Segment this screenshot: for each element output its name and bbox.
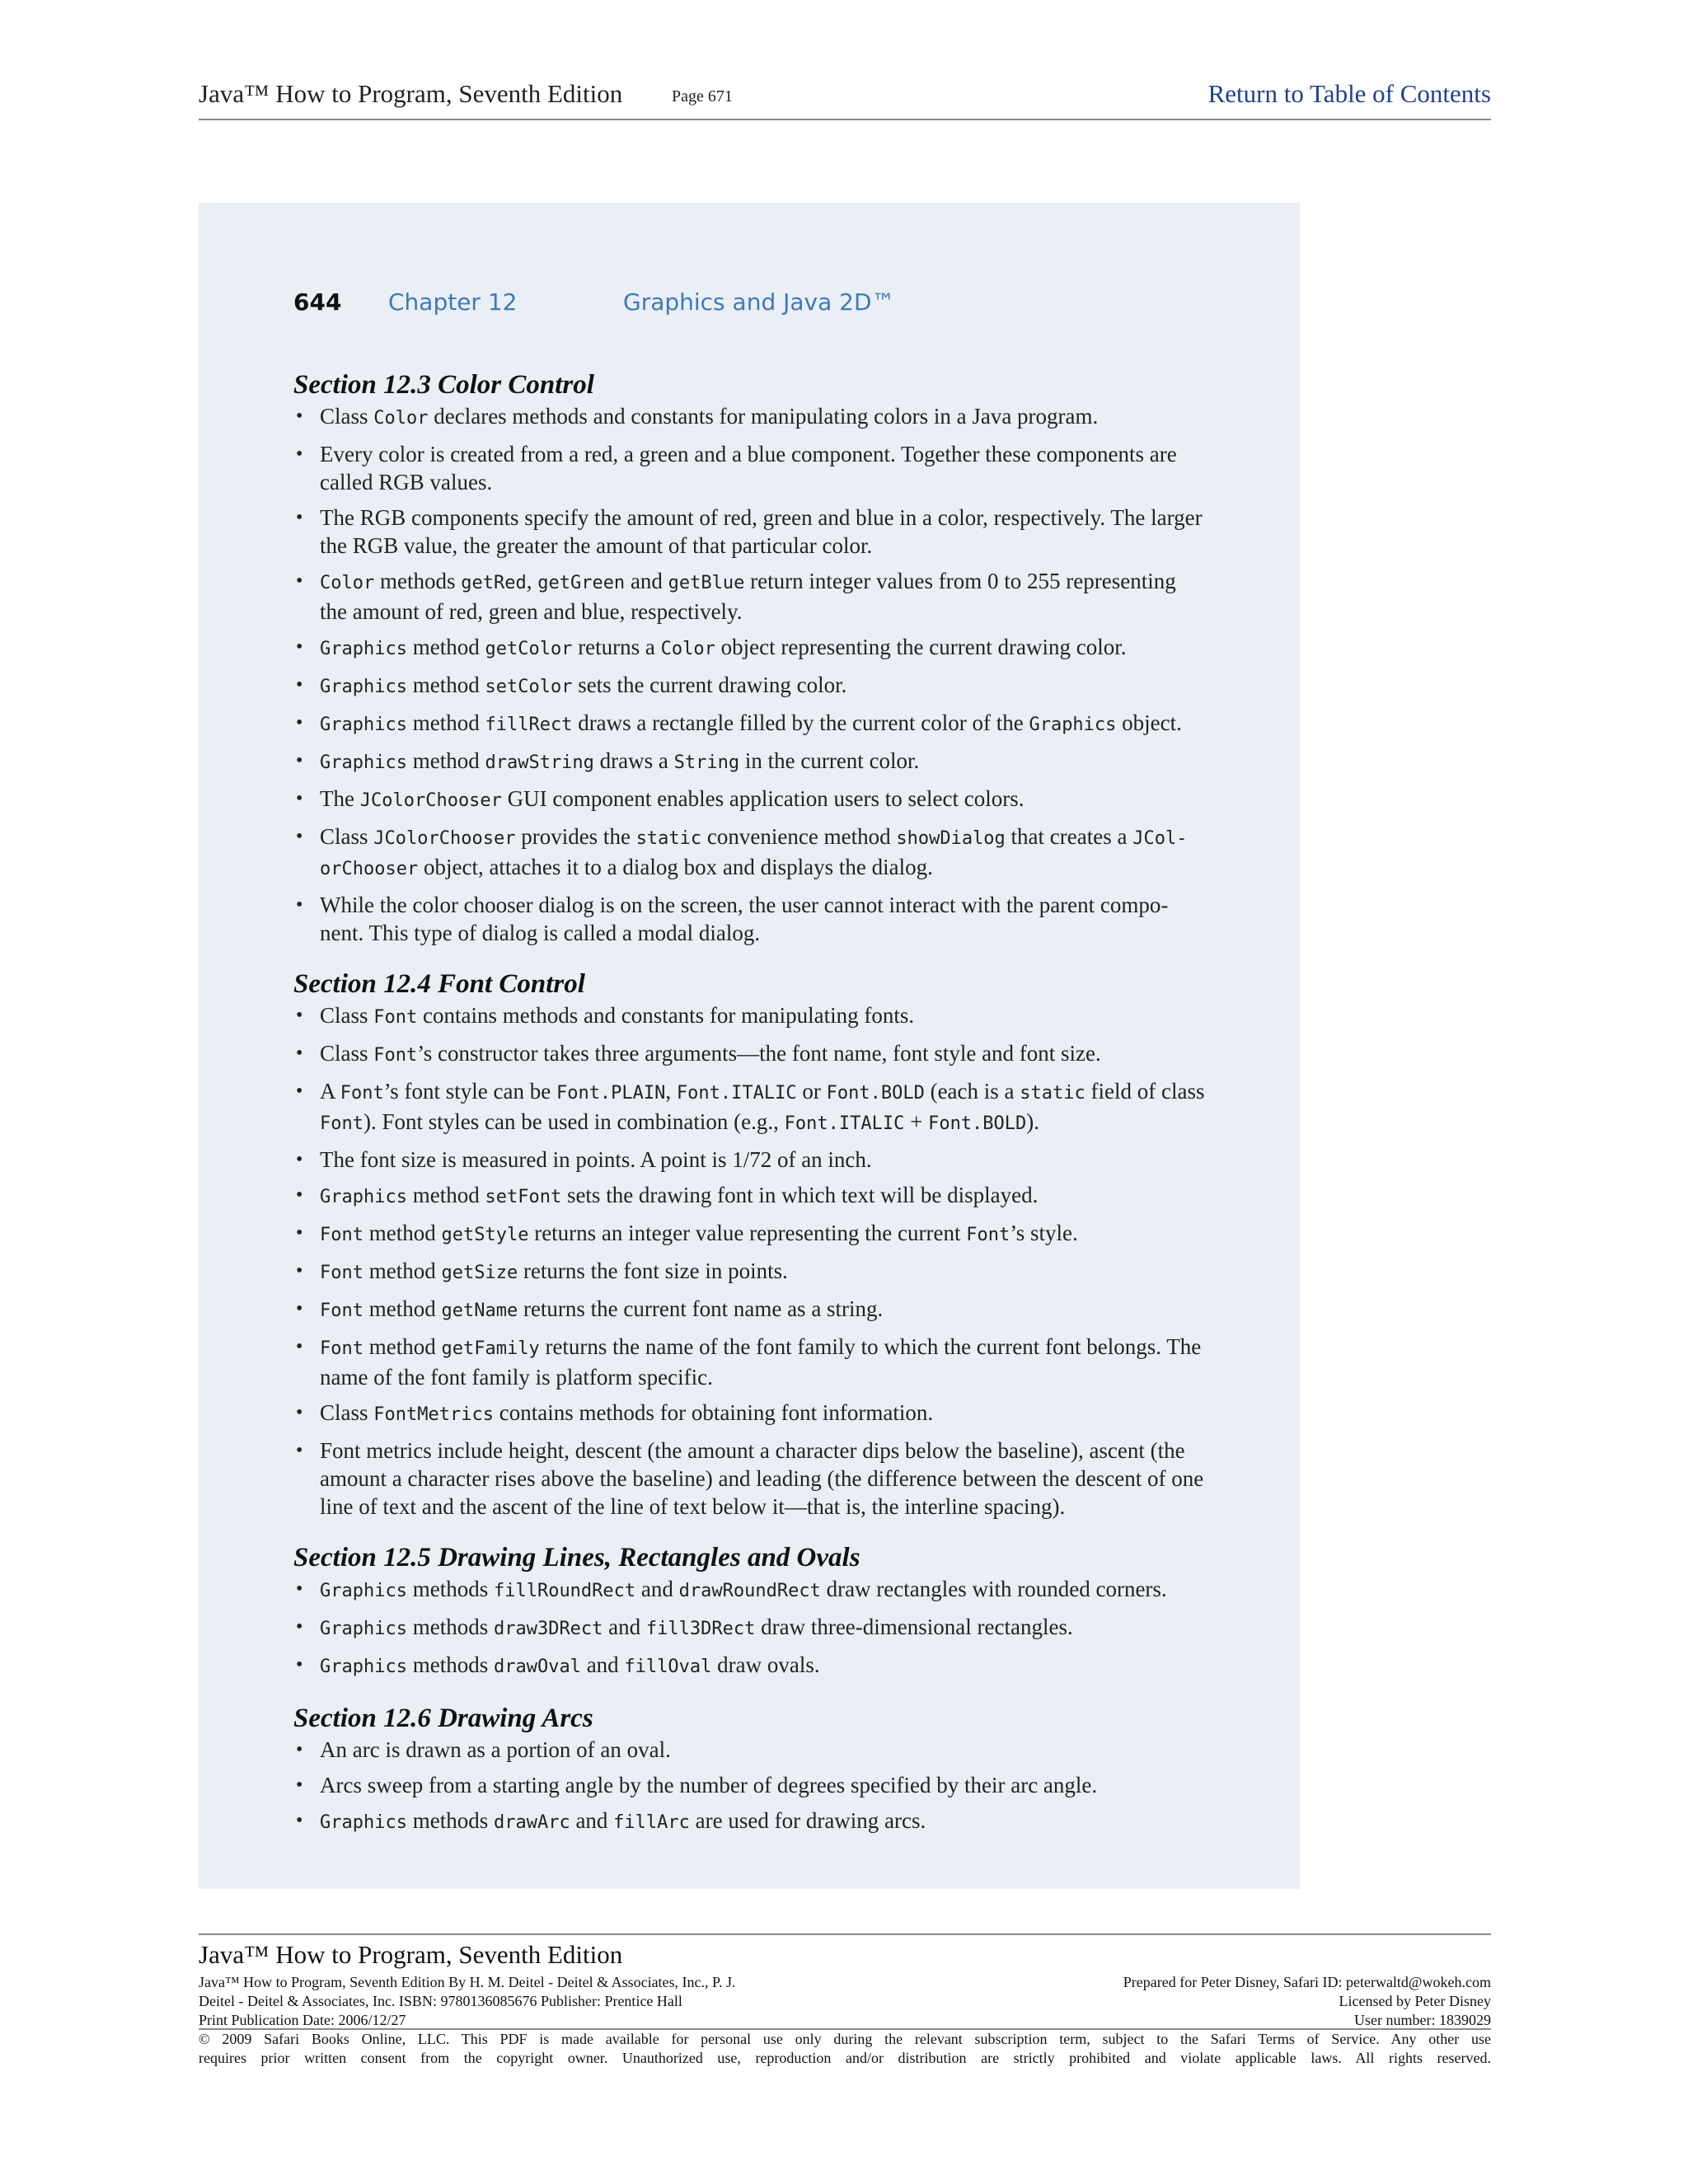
bullet-item: [293, 1736, 1208, 1764]
bullet-text: Graphics method drawString draws a String in the current color.: [320, 748, 920, 773]
chapter-label: Chapter 12: [388, 288, 518, 316]
bullet-text: Font method getName returns the current font name as a string.: [320, 1296, 884, 1321]
section-heading: Section 12.3 Color Control: [293, 370, 594, 400]
bullet-item: [293, 823, 1208, 883]
bullet-item: [293, 1146, 1208, 1174]
section-heading: Section 12.5 Drawing Lines, Rectangles and Ovals: [293, 1543, 860, 1572]
bullet-text: Graphics methods drawOval and fillOval draw ovals.: [320, 1652, 820, 1677]
bullet-item: [293, 1219, 1208, 1249]
bullet-text: Graphics method fillRect draws a rectangle filled by the current color of the Graphics object.: [320, 710, 1182, 735]
footer-line: User number: 1839029: [1354, 2012, 1491, 2028]
bullet-item: [293, 747, 1208, 777]
footer-title: Java™ How to Program, Seventh Edition: [199, 1940, 623, 1969]
bullet-item: [293, 1436, 1208, 1521]
bullet-list: [293, 402, 1208, 947]
bullet-text: Class JColorChooser provides the static convenience method showDialog that creates a JCol-orChooser object, attaches it to a dialog box and displays the dialog.: [320, 824, 1188, 879]
toc-link[interactable]: Return to Table of Contents: [1207, 79, 1491, 108]
summary-section: [293, 967, 1208, 1521]
bullet-item: [293, 1807, 1208, 1837]
bullet-item: [293, 567, 1208, 626]
bullet-text: While the color chooser dialog is on the screen, the user cannot interact with the parent compo-nent. This type of dialog is called a modal dialog.: [320, 893, 1169, 945]
bullet-item: [293, 1257, 1208, 1287]
bullet-item: [293, 1399, 1208, 1429]
bullet-item: [293, 1001, 1208, 1032]
bullet-text: Graphics methods draw3DRect and fill3DRect draw three-dimensional rectangles.: [320, 1615, 1073, 1639]
bullet-item: [293, 709, 1208, 739]
footer-line: Prepared for Peter Disney, Safari ID: peterwaltd@wokeh.com: [1123, 1974, 1491, 1990]
bullet-text: Class Color declares methods and constants for manipulating colors in a Java program.: [320, 404, 1099, 429]
summary-section: [293, 1701, 1208, 1837]
bullet-item: [293, 891, 1208, 947]
bullet-text: Color methods getRed, getGreen and getBlue return integer values from 0 to 255 representing the amount of red, green and blue, respectively.: [320, 569, 1176, 624]
summary-section: [293, 368, 1208, 947]
bullet-item: [293, 785, 1208, 815]
bullet-item: [293, 1651, 1208, 1681]
bullet-text: Graphics method setColor sets the current drawing color.: [320, 673, 847, 697]
bullet-item: [293, 1077, 1208, 1138]
bullet-text: A Font’s font style can be Font.PLAIN, Font.ITALIC or Font.BOLD (each is a static field of class Font). Font styles can be used in combination (e.g., Font.ITALIC + Font.BOLD).: [320, 1079, 1205, 1134]
page-indicator: Page 671: [672, 87, 733, 105]
footer-copyright: [199, 2028, 1491, 2068]
bullet-text: Graphics methods drawArc and fillArc are used for drawing arcs.: [320, 1808, 926, 1833]
bullet-text: Arcs sweep from a starting angle by the number of degrees specified by their arc angle.: [320, 1773, 1098, 1797]
bullet-text: Graphics methods fillRoundRect and drawRoundRect draw rectangles with rounded corners.: [320, 1577, 1167, 1601]
page-header: [199, 73, 1491, 120]
section-heading: Section 12.6 Drawing Arcs: [293, 1704, 593, 1733]
bullet-item: [293, 1771, 1208, 1799]
summary-content: [293, 368, 1208, 1857]
bullet-text: Graphics method setFont sets the drawing font in which text will be displayed.: [320, 1183, 1039, 1207]
bullet-text: Class FontMetrics contains methods for obtaining font information.: [320, 1400, 934, 1425]
footer-line: Deitel - Deitel & Associates, Inc. ISBN: 9780136085676 Publisher: Prentice Hall: [199, 1993, 682, 2009]
bullet-text: Font metrics include height, descent (the amount a character dips below the baseline), ascent (the amount a character rises above the baseline) and leading (the difference between the descent of one line of text and the ascent of the line of text below it—that is, the interline spacing).: [320, 1438, 1204, 1519]
bullet-text: Font method getFamily returns the name of the font family to which the current font belongs. The name of the font family is platform specific.: [320, 1334, 1202, 1390]
bullet-list: [293, 1575, 1208, 1681]
footer-line: Print Publication Date: 2006/12/27: [199, 2012, 406, 2028]
footer-license-info: [914, 1973, 1491, 2030]
bullet-item: [293, 1575, 1208, 1605]
bullet-item: [293, 1295, 1208, 1325]
bullet-text: Class Font’s constructor takes three arguments—the font name, font style and font size.: [320, 1041, 1101, 1066]
page-footer: [199, 1933, 1491, 2075]
bullet-text: Font method getStyle returns an integer value representing the current Font’s style.: [320, 1221, 1078, 1245]
bullet-text: An arc is drawn as a portion of an oval.: [320, 1737, 671, 1762]
copyright-line: © 2009 Safari Books Online, LLC. This PDF is made available for personal use only during the relevant subscription term, subject to the Safari Terms of Service. Any other use: [199, 2031, 1491, 2047]
section-heading: Section 12.4 Font Control: [293, 969, 585, 999]
footer-line: Java™ How to Program, Seventh Edition By H. M. Deitel - Deitel & Associates, Inc., P. J.: [199, 1974, 736, 1990]
book-page-panel: [199, 203, 1300, 1889]
bullet-item: [293, 440, 1208, 496]
book-page-number: 644: [293, 288, 342, 316]
bullet-item: [293, 1181, 1208, 1212]
bullet-list: [293, 1001, 1208, 1521]
bullet-text: Graphics method getColor returns a Color object representing the current drawing color.: [320, 635, 1127, 659]
bullet-item: [293, 633, 1208, 663]
bullet-item: [293, 1039, 1208, 1070]
bullet-item: [293, 1613, 1208, 1643]
bullet-item: [293, 402, 1208, 433]
bullet-text: The font size is measured in points. A point is 1/72 of an inch.: [320, 1147, 872, 1172]
chapter-title: Graphics and Java 2D™: [623, 288, 895, 316]
bullet-text: The RGB components specify the amount of red, green and blue in a color, respectively. The larger the RGB value, the greater the amount of that particular color.: [320, 505, 1203, 558]
bullet-item: [293, 504, 1208, 560]
summary-section: [293, 1540, 1208, 1681]
bullet-text: Every color is created from a red, a green and a blue component. Together these components are called RGB values.: [320, 442, 1177, 494]
footer-publication-info: [199, 1973, 874, 2030]
copyright-line: requires prior written consent from the copyright owner. Unauthorized use, reproduction and/or distribution are strictly prohibited and violate applicable laws. All rights reserved.: [199, 2050, 1491, 2066]
bullet-list: [293, 1736, 1208, 1837]
bullet-text: Class Font contains methods and constants for manipulating fonts.: [320, 1003, 915, 1028]
book-title: Java™ How to Program, Seventh Edition: [199, 79, 623, 108]
bullet-item: [293, 1333, 1208, 1391]
bullet-item: [293, 671, 1208, 701]
bullet-text: Font method getSize returns the font size in points.: [320, 1258, 788, 1283]
footer-line: Licensed by Peter Disney: [1339, 1993, 1491, 2009]
bullet-text: The JColorChooser GUI component enables application users to select colors.: [320, 786, 1025, 811]
